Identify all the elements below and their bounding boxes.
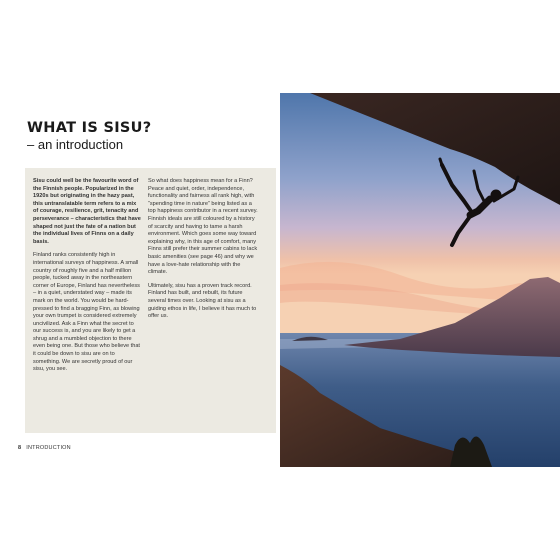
body-paragraph: So what does happiness mean for a Finn? Peace and quiet, order, independence, functionality and fairness all rank high, with “spending time in nature” being listed as a top happiness contributor in a recent survey. Finnish ideals are still coloured by a history of scarcity and having to tame a harsh environment. Which goes some way toward explaining why, in this age of comfort, many Finns still prefer their summer cabins to lack basic amenities (see page 46) and why we have a love-hate relationship with the climate. <box>148 178 258 276</box>
text-column-2 <box>148 178 258 327</box>
chapter-heading <box>27 120 151 152</box>
chapter-title: WHAT IS SISU? <box>27 120 152 136</box>
page-footer <box>18 445 71 451</box>
book-spread <box>0 93 560 467</box>
page-number: 8 <box>18 445 22 451</box>
body-paragraph: Ultimately, sisu has a proven track record. Finland has built, and rebuilt, its future several times over. Looking at sisu as a guiding ethos in life, I believe it has much to offer us. <box>148 282 257 320</box>
right-page-photo <box>280 93 560 467</box>
body-paragraph: Finland ranks consistently high in international surveys of happiness. A small country of roughly five and a half million people, tucked away in the northeastern corner of Europe, Finland has nevertheless – in a quiet, understated way – made its mark on the world. You would be hard-pressed to find a bragging Finn, as blowing your own trumpet is considered extremely uncivilized. Ask a Finn what the secret to our success is, and you are likely to get a shrug and a mumbled objection to there even being one. But those who believe that it could be down to sisu are on to something. We are secretly proud of our sisu, you see. <box>33 252 140 373</box>
left-page <box>0 93 280 467</box>
section-name: INTRODUCTION <box>26 445 71 451</box>
chapter-subtitle: – an introduction <box>27 137 124 152</box>
lead-paragraph: Sisu could well be the favourite word of the Finnish people. Popularized in the 1920s but originating in the hazy past, this untranslatable term refers to a mix of courage, resilience, grit, tenacity and perseverance – characteristics that have shaped not just the fate of a nation but the individual lives of Finns on a daily basis. <box>33 178 141 245</box>
climber-photo <box>280 93 560 467</box>
text-column-1 <box>33 178 141 380</box>
